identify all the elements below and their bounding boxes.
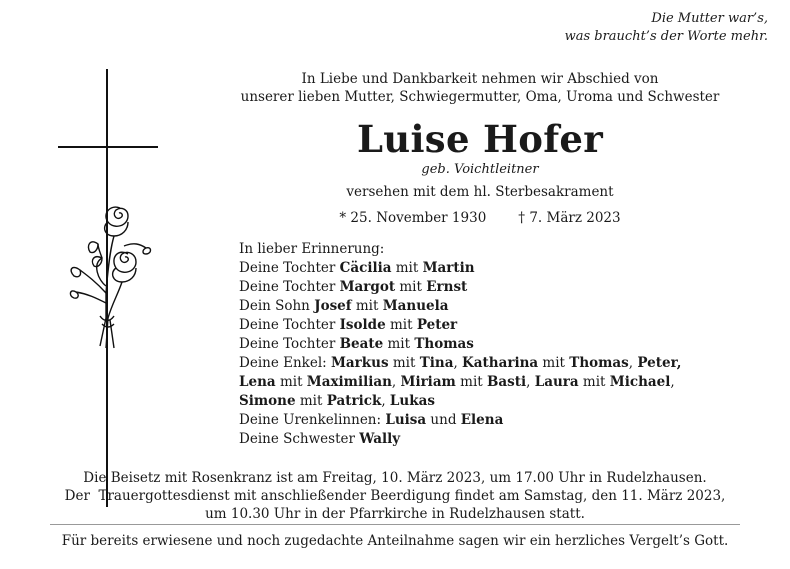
connector-text: mit (385, 317, 417, 333)
intro-line: unserer lieben Mutter, Schwiegermutter, Oma, Uroma und Schwester (240, 89, 720, 105)
mourner-name: Maximilian (306, 374, 392, 390)
connector-text: , (453, 355, 463, 371)
connector-text: mit (351, 298, 383, 314)
list-item (239, 259, 681, 278)
connector-text: und (426, 412, 461, 428)
mourner-name: Michael (609, 374, 671, 390)
details-line: Die Beisetz mit Rosenkranz ist am Freitag, 10. März 2023, um 17.00 Uhr in Rudelzhausen. (83, 470, 707, 486)
list-item (239, 354, 681, 373)
mourner-name: Wally (359, 431, 401, 447)
death-date: † 7. März 2023 (518, 210, 621, 226)
connector-text: , (628, 355, 638, 371)
cross-horizontal (58, 146, 158, 148)
connector-text: mit (275, 374, 307, 390)
mourner-name: Beate (339, 336, 384, 352)
motto-line: was braucht’s der Worte mehr. (564, 29, 768, 44)
list-item (239, 316, 681, 335)
list-item (239, 392, 681, 411)
mourners-list (239, 240, 681, 449)
connector-text: , (391, 374, 401, 390)
mourner-name: Basti (487, 374, 527, 390)
relation-text: Deine Schwester (239, 431, 360, 447)
mourner-name: Thomas (569, 355, 629, 371)
mourner-name: Ernst (426, 279, 468, 295)
mourner-name: Lena (239, 374, 276, 390)
mourner-name: Cäcilia (339, 260, 392, 276)
relation-text: Deine Tochter (239, 260, 340, 276)
list-item (239, 297, 681, 316)
mourner-name: Tina (419, 355, 454, 371)
details-line: Der Trauergottesdienst mit anschließender Beerdigung findet am Samstag, den 11. März 2023, (64, 488, 726, 504)
mourner-name: Manuela (382, 298, 449, 314)
mourner-name: Miriam (400, 374, 456, 390)
motto-quote (565, 10, 768, 46)
connector-text: mit (383, 336, 415, 352)
mourner-name: Elena (460, 412, 504, 428)
list-item (239, 278, 681, 297)
relation-text: Deine Tochter (239, 317, 340, 333)
connector-text: mit (388, 355, 420, 371)
thanks-text: Für bereits erwiesene und noch zugedachte Anteilnahme sagen wir ein herzliches Vergelt’s Gott. (61, 533, 729, 549)
mourner-name: Thomas (414, 336, 474, 352)
sacrament-note: versehen mit dem hl. Sterbesakrament (346, 184, 614, 200)
mourner-name: Martin (422, 260, 475, 276)
list-item (239, 411, 681, 430)
mourner-name: Lukas (389, 393, 435, 409)
connector-text: mit (295, 393, 327, 409)
list-item (239, 373, 681, 392)
relation-text: Dein Sohn (239, 298, 315, 314)
mourners-heading: In lieber Erinnerung: (239, 241, 385, 257)
connector-text: mit (455, 374, 487, 390)
mourner-name: Isolde (339, 317, 386, 333)
funeral-details (0, 469, 790, 523)
divider (50, 524, 740, 525)
mourner-name: Simone (239, 393, 296, 409)
mourner-name: Peter (416, 317, 458, 333)
connector-text: , (381, 393, 390, 409)
mourner-name: Katharina (462, 355, 539, 371)
list-item (239, 430, 681, 449)
mourner-name: Patrick (326, 393, 382, 409)
mourner-name: Josef (314, 298, 352, 314)
connector-text: mit (395, 279, 427, 295)
connector-text: mit (538, 355, 570, 371)
motto-line: Die Mutter war’s, (651, 11, 768, 26)
intro-line: In Liebe und Dankbarkeit nehmen wir Abschied von (301, 71, 659, 87)
mourner-name: Markus (330, 355, 389, 371)
mourner-name: Peter, (637, 355, 682, 371)
life-dates (160, 210, 790, 226)
birth-date: * 25. November 1930 (339, 210, 487, 226)
mourner-name: Laura (534, 374, 579, 390)
roses-icon (62, 198, 157, 373)
connector-text: , (526, 374, 535, 390)
relation-text: Deine Enkel: (239, 355, 331, 371)
birth-name: geb. Voichtleitner (421, 162, 539, 177)
relation-text: Deine Tochter (239, 279, 340, 295)
mourner-name: Luisa (385, 412, 427, 428)
deceased-name: Luise Hofer (356, 117, 604, 161)
details-line: um 10.30 Uhr in der Pfarrkirche in Rudelzhausen statt. (205, 506, 585, 522)
connector-text: mit (391, 260, 423, 276)
intro-text (160, 70, 790, 106)
mourner-name: Margot (339, 279, 396, 295)
list-item (239, 335, 681, 354)
connector-text: mit (578, 374, 610, 390)
relation-text: Deine Urenkelinnen: (239, 412, 386, 428)
relation-text: Deine Tochter (239, 336, 340, 352)
connector-text: , (670, 374, 675, 390)
